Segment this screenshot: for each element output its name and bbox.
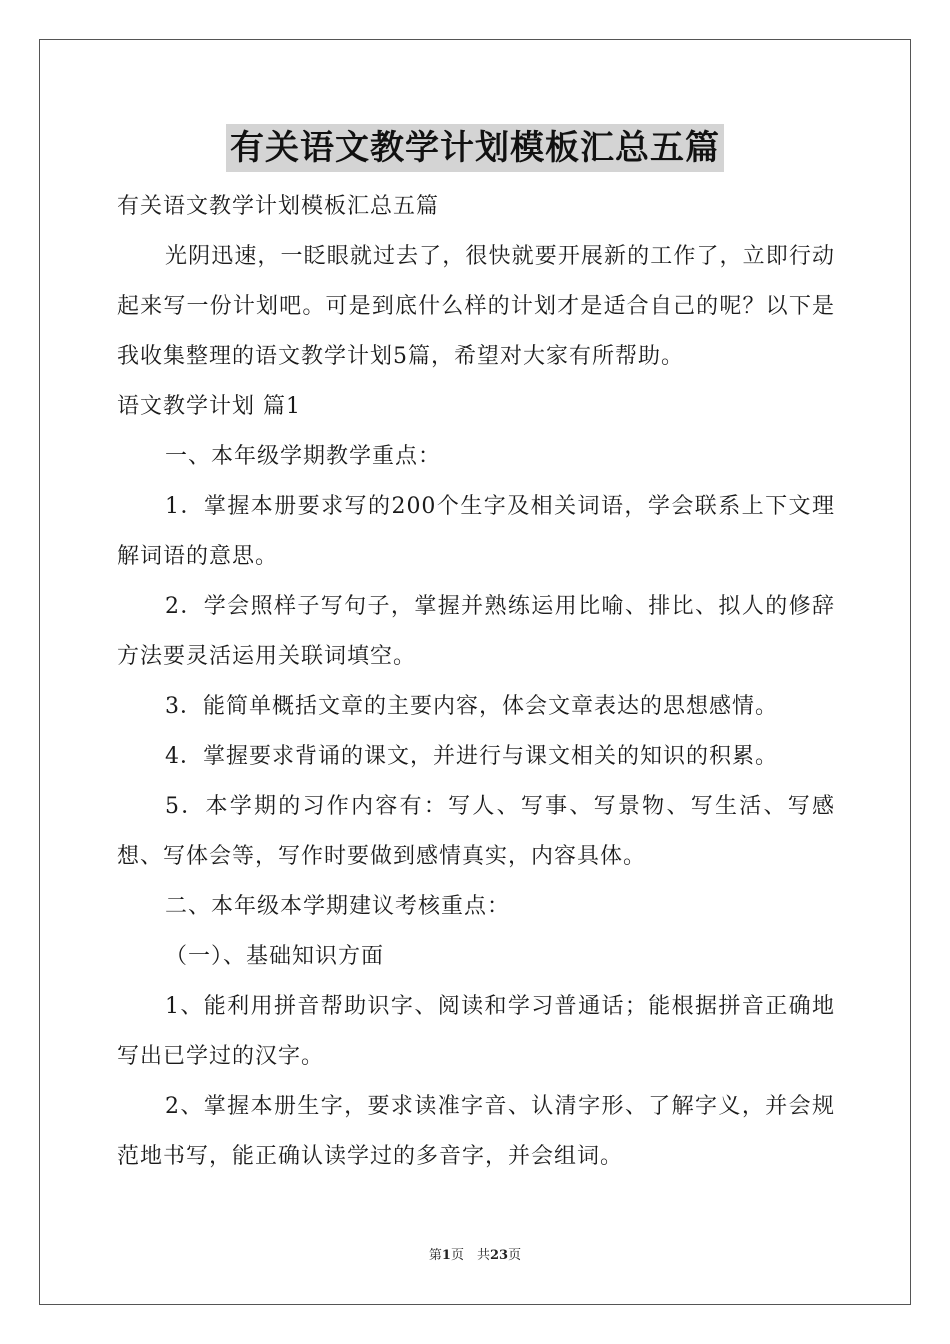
paragraph-subtitle: 有关语文教学计划模板汇总五篇: [117, 194, 440, 219]
list-item: 2、掌握本册生字，要求读准字音、认清字形、了解字义，并会规范地书写，能正确认读学过的多音字，并会组词。: [117, 1094, 835, 1169]
page-footer: [0, 1247, 950, 1265]
list-item: 5．本学期的习作内容有：写人、写事、写景物、写生活、写感想、写体会等，写作时要做到感情真实，内容具体。: [117, 794, 835, 869]
page-number-total: 23: [489, 1248, 509, 1263]
list-item: 4．掌握要求背诵的课文，并进行与课文相关的知识的积累。: [165, 744, 778, 769]
list-item: 2．学会照样子写句子，掌握并熟练运用比喻、排比、拟人的修辞方法要灵活运用关联词填空。: [117, 594, 835, 669]
paragraph-intro: 光阴迅速，一眨眼就过去了，很快就要开展新的工作了，立即行动起来写一份计划吧。可是到底什么样的计划才是适合自己的呢？以下是我收集整理的语文教学计划5篇，希望对大家有所帮助。: [117, 244, 835, 369]
paragraph-heading-2: 二、本年级本学期建议考核重点：: [165, 894, 511, 919]
title-container: [0, 124, 950, 172]
page-number-mid: 页 共: [450, 1248, 490, 1263]
list-item: 1、能利用拼音帮助识字、阅读和学习普通话；能根据拼音正确地写出已学过的汉字。: [117, 994, 835, 1069]
page-number-suffix: 页: [508, 1248, 522, 1263]
section-heading: 语文教学计划 篇1: [117, 394, 301, 419]
paragraph-subheading: （一）、基础知识方面: [165, 944, 385, 969]
document-title: 有关语文教学计划模板汇总五篇: [226, 124, 724, 172]
document-body: [117, 182, 835, 1182]
list-item: 3．能简单概括文章的主要内容，体会文章表达的思想感情。: [165, 694, 778, 719]
paragraph-heading-1: 一、本年级学期教学重点：: [165, 444, 442, 469]
page-number-prefix: 第: [428, 1248, 442, 1263]
list-item: 1．掌握本册要求写的200个生字及相关词语，学会联系上下文理解词语的意思。: [117, 494, 835, 569]
page-number-current: 1: [441, 1248, 451, 1263]
